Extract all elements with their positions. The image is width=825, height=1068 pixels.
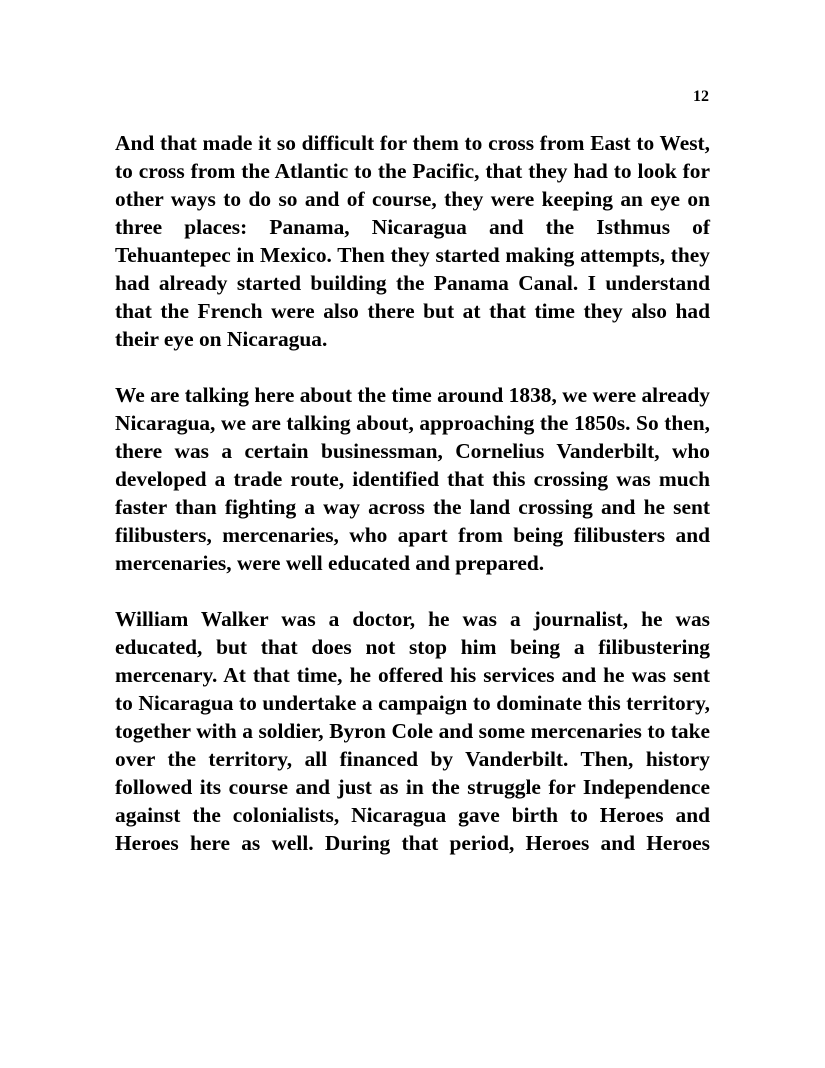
page-number: 12 [693, 88, 709, 105]
paragraph-2: We are talking here about the time around 1838, we were already Nicaragua, we are talking about, approaching the 1850s. So then, there was a certain businessman, Cornelius Vanderbilt, who developed a trade route, identified that this crossing was much faster than fighting a way across the land crossing and he sent filibusters, mercenaries, who apart from being filibusters and mercenaries, were well educated and prepared. [115, 383, 710, 575]
paragraph-1: And that made it so difficult for them to cross from East to West, to cross from the Atlantic to the Pacific, that they had to look for other ways to do so and of course, they were keeping an eye on three places: Panama, Nicaragua and the Isthmus of Tehuantepec in Mexico. Then they started making attempts, they had already started building the Panama Canal. I understand that the French were also there but at that time they also had their eye on Nicaragua. [115, 131, 710, 351]
body-text [115, 129, 710, 857]
paragraph-3: William Walker was a doctor, he was a journalist, he was educated, but that does not stop him being a filibustering mercenary. At that time, he offered his services and he was sent to Nicaragua to undertake a campaign to dominate this territory, together with a soldier, Byron Cole and some mercenaries to take over the territory, all financed by Vanderbilt. Then, history followed its course and just as in the struggle for Independence against the colonialists, Nicaragua gave birth to Heroes and Heroes here as well. During that period, Heroes and Heroes [115, 607, 710, 855]
